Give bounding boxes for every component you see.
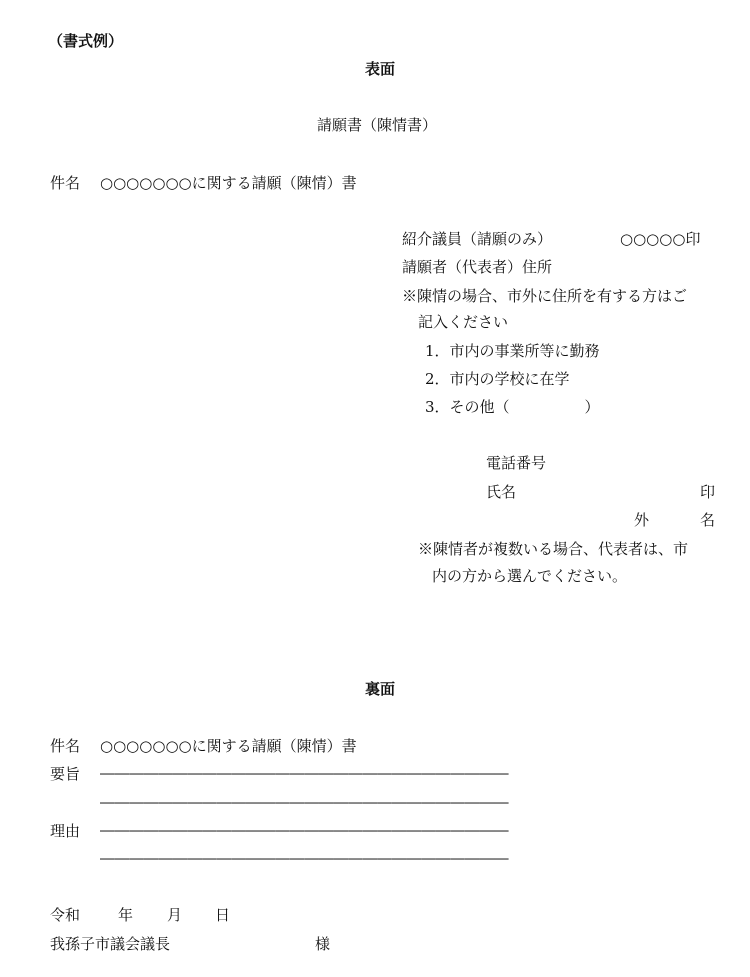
date-year: 年 xyxy=(118,906,134,924)
note-outside-city-line2: 記入ください xyxy=(418,313,509,331)
introducer-label: 紹介議員（請願のみ） xyxy=(402,230,553,248)
front-heading: 表面 xyxy=(365,60,396,78)
doc-title: 請願書（陳情書） xyxy=(317,116,438,134)
gist-label: 要旨 xyxy=(50,765,81,783)
others-suffix: 名 xyxy=(700,511,716,529)
back-heading: 裏面 xyxy=(365,680,396,698)
option-school: 2．市内の学校に在学 xyxy=(425,370,570,388)
format-example-label: （書式例） xyxy=(48,32,124,50)
others-prefix: 外 xyxy=(634,511,650,529)
option-work: 1．市内の事業所等に勤務 xyxy=(425,342,600,360)
date-day: 日 xyxy=(215,906,231,924)
note-multiple-line2: 内の方から選んでください。 xyxy=(432,567,628,585)
option-other: 3．その他（ ） xyxy=(425,398,600,416)
name-label: 氏名 xyxy=(486,483,517,501)
reason-line-1: ―――――――――――――――――――――――――――― xyxy=(100,822,509,839)
introducer-seal: ○○○○○印 xyxy=(620,230,701,248)
date-month: 月 xyxy=(167,906,183,924)
reason-line-2: ―――――――――――――――――――――――――――― xyxy=(100,850,509,867)
gist-line-2: ―――――――――――――――――――――――――――― xyxy=(100,794,509,811)
reason-label: 理由 xyxy=(50,822,81,840)
honorific: 様 xyxy=(315,935,331,953)
back-subject-value: ○○○○○○○に関する請願（陳情）書 xyxy=(100,737,357,755)
petitioner-address-label: 請願者（代表者）住所 xyxy=(402,258,553,276)
date-era: 令和 xyxy=(50,906,81,924)
back-subject-label: 件名 xyxy=(50,737,81,755)
phone-label: 電話番号 xyxy=(486,454,547,472)
seal-mark: 印 xyxy=(700,483,716,501)
front-subject-label: 件名 xyxy=(50,174,81,192)
gist-line-1: ―――――――――――――――――――――――――――― xyxy=(100,765,509,782)
note-multiple-line1: ※陳情者が複数いる場合、代表者は、市 xyxy=(418,540,689,558)
note-outside-city-line1: ※陳情の場合、市外に住所を有する方はご xyxy=(402,287,688,305)
addressee: 我孫子市議会議長 xyxy=(50,935,171,953)
front-subject-value: ○○○○○○○に関する請願（陳情）書 xyxy=(100,174,357,192)
